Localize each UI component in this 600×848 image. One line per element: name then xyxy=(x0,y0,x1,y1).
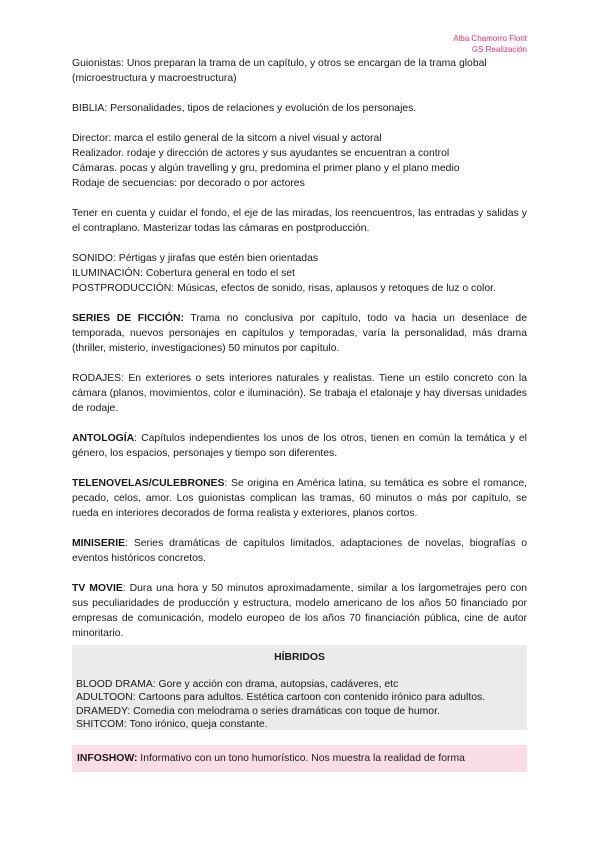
antologia-label: ANTOLOGÍA xyxy=(72,433,135,444)
infoshow-label: INFOSHOW: xyxy=(77,753,138,764)
paragraph-guionistas: Guionistas: Unos preparan la trama de un capítulo, y otros se encargan de la trama global (microestructura y macroestructura) xyxy=(72,58,487,84)
document-body xyxy=(72,56,527,641)
line-camaras: Cámaras. pocas y algún travelling y gru, predomina el primer plano y el plano medio xyxy=(72,163,460,174)
line-sonido: SONIDO: Pértigas y jirafas que estén bien orientadas xyxy=(72,253,319,264)
antologia-text: : Capítulos independientes los unos de los otros, tienen en común la temática y el género, los espacios, personajes y tiempo son diferentes. xyxy=(72,433,527,459)
hibrido-item: BLOOD DRAMA: Gore y acción con drama, autopsias, cadáveres, etc xyxy=(76,678,399,690)
subject-name: GS Realización xyxy=(471,45,527,54)
page-header xyxy=(453,33,527,55)
paragraph-biblia: BIBLIA: Personalidades, tipos de relaciones y evolución de los personajes. xyxy=(72,103,417,114)
line-director: Director: marca el estilo general de la sitcom a nivel visual y actoral xyxy=(72,133,382,144)
hibrido-item: DRAMEDY: Comedia con melodrama o series dramáticas con toque de humor. xyxy=(76,705,440,717)
line-realizador: Realizador. rodaje y dirección de actores y sus ayudantes se encuentran a control xyxy=(72,148,450,159)
telenovelas-text: : Se origina en América latina, su temática es sobre el romance, pecado, celos, amor. Los guionistas complican las tramas, 60 minutos o más por capítulo, se rueda en interiores decorados de forma realista y exteriores, planos cortos. xyxy=(72,478,527,519)
miniserie-label: MINISERIE xyxy=(72,538,126,549)
paragraph-rodajes: RODAJES: En exteriores o sets interiores naturales y realistas. Tiene un estilo concreto con la cámara (planos, movimientos, color e iluminación). Se trabaja el etalonaje y hay diversas unidades de rodaje. xyxy=(72,373,527,414)
paragraph-antologia xyxy=(72,431,527,461)
infoshow-box xyxy=(72,745,527,772)
hibrido-item: SHITCOM: Tono irónico, queja constante. xyxy=(76,719,268,730)
tv-movie-label: TV MOVIE xyxy=(72,583,123,594)
paragraph-tener-cuenta: Tener en cuenta y cuidar el fondo, el eje de las miradas, los reencuentros, las entradas y salidas y el contraplano. Masterizar todas las cámaras en postproducción. xyxy=(72,208,527,234)
paragraph-telenovelas xyxy=(72,476,527,521)
telenovelas-label: TELENOVELAS/CULEBRONES xyxy=(72,478,225,489)
hibridos-box xyxy=(72,645,527,730)
infoshow-text: Informativo con un tono humorístico. Nos muestra la realidad de forma xyxy=(137,753,465,764)
line-rodaje-secuencias: Rodaje de secuencias: por decorado o por actores xyxy=(72,178,305,189)
series-ficcion-text: Trama no conclusiva por capítulo, todo va hacia un desenlace de temporada, nuevos personajes en capítulos y temporadas, varía la personalidad, más drama (thriller, misterio, investigaciones) 50 minutos por capítulo. xyxy=(72,313,527,354)
paragraph-series-ficcion xyxy=(72,311,527,356)
line-postproduccion: POSTPRODUCCIÓN: Músicas, efectos de sonido, risas, aplausos y retoques de luz o color. xyxy=(72,283,496,294)
paragraph-roles xyxy=(72,131,527,191)
tv-movie-text: : Dura una hora y 50 minutos aproximadamente, similar a los largometrajes pero con sus peculiaridades de producción y estructura, modelo americano de los años 50 financiado por empresas de comunicación, modelo europeo de los años 70 financiación pública, cine de autor minoritario. xyxy=(72,583,527,639)
paragraph-technical xyxy=(72,251,527,296)
paragraph-tv-movie xyxy=(72,581,527,641)
miniserie-text: : Series dramáticas de capítulos limitados, adaptaciones de novelas, biografías o eventos históricos concretos. xyxy=(72,538,527,564)
infoshow-line xyxy=(72,745,527,772)
paragraph-miniserie xyxy=(72,536,527,566)
series-ficcion-label: SERIES DE FICCIÓN: xyxy=(72,313,184,324)
hibridos-title: HÍBRIDOS xyxy=(274,652,325,663)
hibrido-item: ADULTOON: Cartoons para adultos. Estética cartoon con contenido irónico para adultos. xyxy=(76,692,486,703)
author-name: Alba Chamorro Florit xyxy=(453,34,527,43)
line-iluminacion: ILUMINACIÓN: Cobertura general en todo el set xyxy=(72,268,295,279)
